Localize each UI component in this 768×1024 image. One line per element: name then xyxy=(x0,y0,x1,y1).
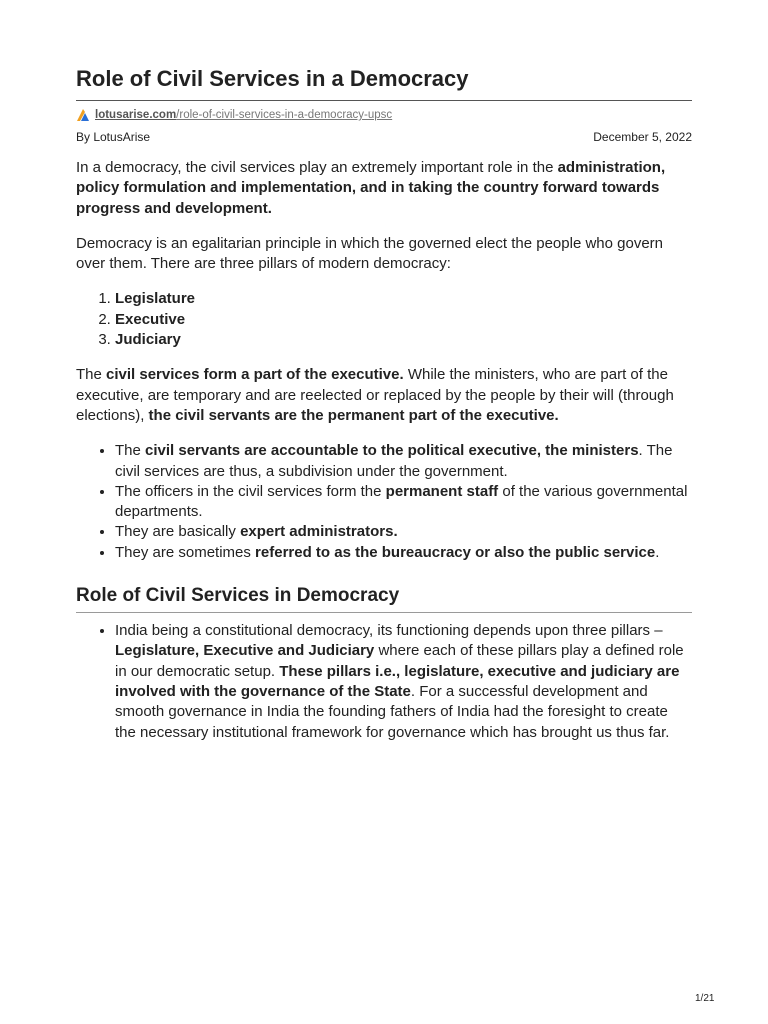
byline-row xyxy=(76,130,692,144)
pillars-list xyxy=(115,289,692,350)
executive-paragraph: The civil services form a part of the executive. While the ministers, who are part of the executive, are temporary and are reelected or replaced by the people by their will (through elections), the civil servants are the permanent part of the executive. xyxy=(76,366,674,424)
page-title: Role of Civil Services in a Democracy xyxy=(76,66,469,91)
list-item: 2. Executive xyxy=(115,310,692,330)
list-item: 3. Judiciary xyxy=(115,330,692,350)
title-divider xyxy=(76,100,692,101)
civil-servants-list xyxy=(115,441,692,563)
source-domain[interactable]: lotusarise.com xyxy=(95,109,177,121)
source-link[interactable] xyxy=(76,107,392,123)
lotusarise-logo-icon xyxy=(76,108,90,122)
source-path[interactable]: /role-of-civil-services-in-a-democracy-upsc xyxy=(176,109,393,121)
list-item: • The civil servants are accountable to the political executive, the ministers. The civil services are thus, a subdivision under the government. xyxy=(115,441,692,482)
list-item: 1. Legislature xyxy=(115,289,692,309)
democracy-paragraph: Democracy is an egalitarian principle in which the governed elect the people who govern over them. There are three pillars of modern democracy: xyxy=(76,234,664,273)
section-heading: Role of Civil Services in Democracy xyxy=(76,585,692,613)
list-item: • India being a constitutional democracy, its functioning depends upon three pillars – Legislature, Executive and Judiciary where each of these pillars play a defined role in our democratic setup. These pillars i.e., legislature, executive and judiciary are involved with the governance of the State. For a successful development and smooth governance in India the founding fathers of India had the foresight to create the necessary institutional framework for governance which has brought us thus far. xyxy=(115,621,692,743)
author: By LotusArise xyxy=(76,130,151,144)
publish-date: December 5, 2022 xyxy=(593,130,692,144)
list-item: • The officers in the civil services form the permanent staff of the various governmental departments. xyxy=(115,482,692,523)
list-item: • They are basically expert administrators. xyxy=(115,522,692,542)
section-list xyxy=(115,621,692,743)
article-body xyxy=(76,158,692,755)
list-item: • They are sometimes referred to as the bureaucracy or also the public service. xyxy=(115,543,692,563)
intro-paragraph: In a democracy, the civil services play an extremely important role in the administration, policy formulation and implementation, and in taking the country forward towards progress and development. xyxy=(76,159,666,217)
page-number: 1/21 xyxy=(695,993,715,1004)
